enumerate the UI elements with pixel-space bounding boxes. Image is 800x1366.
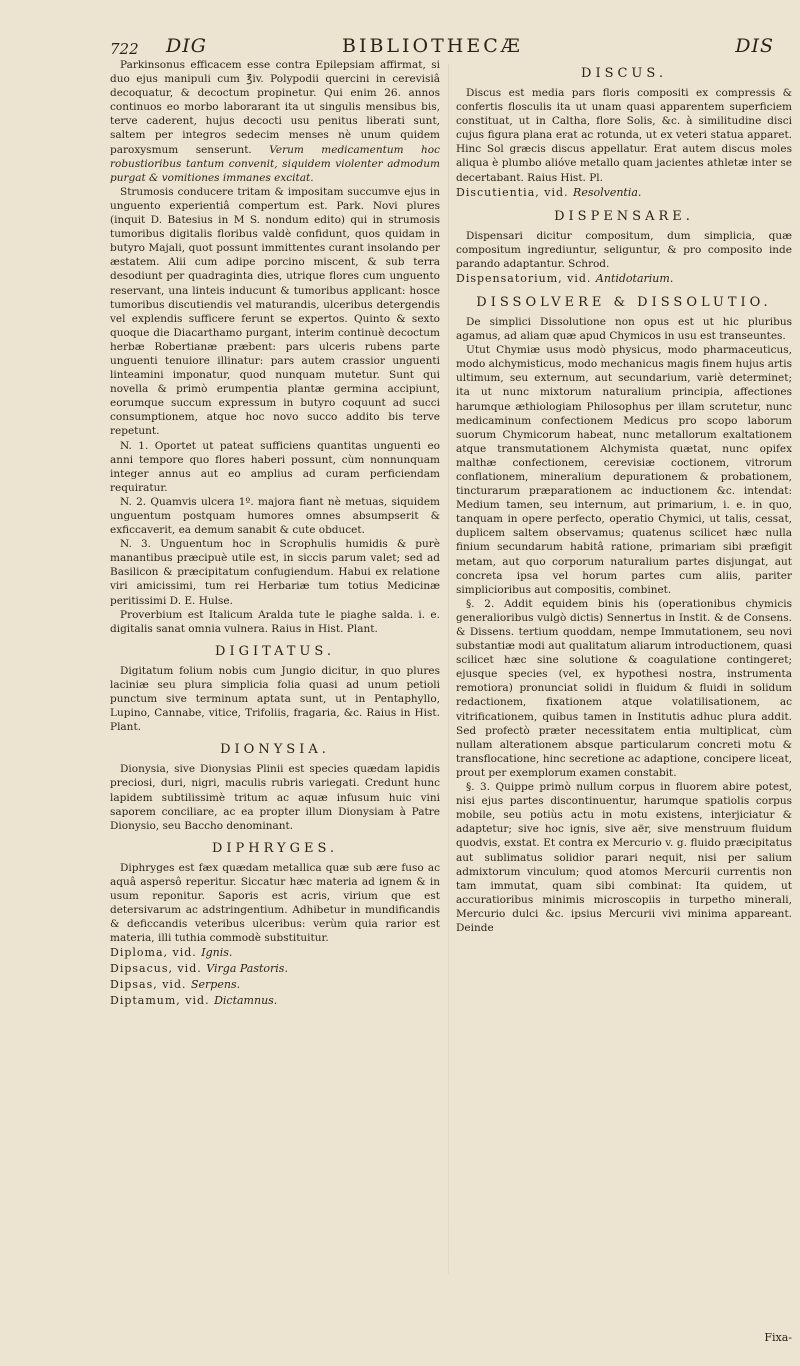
- cross-reference: Dipsacus, vid. Virga Pastoris.: [110, 962, 288, 976]
- paragraph: Discus est media pars floris compositi ex compressis & confertis flosculis ita ut unam quasi apparentem superficiem constituat, ut in Caltha, flore Solis, &c. à similitudine disci cujus figura plana erat ac rotunda, ut ex veteri statua apparet. Hinc Sol græcis discus appellatur. Erat autem discus moles aliqua è plumbo alióve metallo quam jacientes athletæ inter se decertabant. Raius Hist. Pl.: [456, 87, 792, 184]
- paragraph: Dispensari dicitur compositum, dum simplicia, quæ compositum ingrediuntur, seliguntur, & pro composito inde parando adaptantur. Schrod.: [456, 229, 792, 270]
- paragraph: Digitatum folium nobis cum Jungio dicitur, in quo plures laciniæ seu plura simplicia folia quasi ad unum petioli punctum sive terminum aptata sunt, ut in Pentaphyllo, Lupino, Cannabe, vitice, Trifoliis, fragaria, &c. Raius in Hist. Plant.: [110, 664, 440, 734]
- running-title: BIBLIOTHECÆ: [342, 35, 523, 57]
- paragraph: N. 2. Quamvis ulcera 1º. majora fiant nè metuas, siquidem unguentum postquam humores omnes absumpserit & exficcaverit, ea demum sanabit & cute obducet.: [110, 495, 440, 537]
- left-guide-word: DIG: [166, 35, 207, 57]
- catchword: Fixa-: [764, 1331, 792, 1344]
- entry-heading-dissolvere: DISSOLVERE & DISSOLUTIO.: [476, 294, 772, 310]
- cross-reference: Discutientia, vid. Resolventia.: [456, 185, 642, 199]
- entry-heading-diphryges: DIPHRYGES.: [211, 840, 339, 856]
- cross-reference: Dipsas, vid. Serpens.: [110, 978, 241, 992]
- cross-reference: Diploma, vid. Ignis.: [110, 946, 233, 960]
- paragraph: Parkinsonus efficacem esse contra Epilepsiam affirmat, si duo ejus manipuli cum ℥iv. Polypodii quercini in cerevisiâ decoquatur, & decoctum propinetur. Qui enim 26. annos continuos eo morbo laborarant ita ut singulis mensibus bis, terve caderent, hujus decocti usu penitus liberati sunt, saltem per integros sedecim menses nè unum quidem paroxysmum senserunt. Verum medicamentum hoc robustioribus tantum convenit, siquidem violenter admodum purgat & vomitiones immanes excitat.: [110, 59, 440, 184]
- entry-heading-dionysia: DIONYSIA.: [220, 742, 330, 758]
- cross-reference: Diptamum, vid. Dictamnus.: [110, 994, 278, 1008]
- entry-heading-discus: DISCUS.: [581, 66, 667, 81]
- paragraph: §. 2. Addit equidem binis his (operationibus chymicis generalioribus vulgò dictis) Sennertus in Instit. & de Consens. & Dissens. tertium quoddam, nempe Immutationem, seu novi substantiæ modi aut qualitatum aliarum introductionem, quasi scilicet hæc sine solutione & coagulatione contingeret; ejusque species (vel, ex hypothesi nostra, instrumenta remotiora) pronunciat solidi in fluidum & fluidi in solidum redactionem, fixationem atque volatilisationem, ac vitrificationem, quibus tamen in Institutis adhuc plura addit. Sed profectò præter necessitatem entia multiplicat, cùm nullam alterationem absque particularum concreti motu & transflocatione, hinc secretione ac adaptione, concipere liceat, prout per exemplorum examen constabit.: [456, 597, 792, 779]
- entry-heading-dispensare: DISPENSARE.: [554, 208, 694, 224]
- column-divider: [448, 64, 449, 1274]
- paragraph: Utut Chymiæ usus modò physicus, modo pharmaceuticus, modo alchymisticus, modo mechanicus magis finem hujus artis ultimum, seu externum, aut secundarium, variè determinet; ita ut nunc mixtorum naturalium principia, affectiones harumque æthiologiam Philosophus per illam scrutetur, nunc medicaminum confectionem Medicus pro scopo laborum suorum Chymicorum habeat, nunc metallorum exaltationem atque transmutationem Alchymista quætat, nunc opifex malthæ confectionem, cerevisiæ coctionem, vitrorum conflationem, mineralium depurationem & probationem, tincturarum præparationem ac inductionem &c. intendat: Medium tamen, seu internum, aut primarium, i. e. in quo, tanquam in opere perfecto, operatio Chymici, ut talis, cessat, duplicem saltem observamus; quatenus scilicet hæc nulla finium secundarum habitâ ratione, primariam sibi præfigit metam, aut quo corporum naturalium partes disjungat, aut concreta ipsa vel horum partes cum aliis, pariter simplicioribus aut compositis, combinet.: [456, 344, 792, 596]
- left-column: [110, 58, 440, 1288]
- paragraph: N. 3. Unguentum hoc in Scrophulis humidis & purè manantibus præcipuè utile est, in siccis parum valet; sed ad Basilicon & præcipitatum confugiendum. Habui ex relatione viri amicissimi, tum rei Herbariæ tum totius Medicinæ peritissimi D. E. Hulse.: [110, 538, 440, 607]
- entry-heading-digitatus: DIGITATUS.: [215, 643, 335, 659]
- paragraph: Proverbium est Italicum Aralda tute le piaghe salda. i. e. digitalis sanat omnia vulnera. Raius in Hist. Plant.: [110, 608, 440, 635]
- right-guide-word: DIS: [735, 35, 774, 57]
- right-column: [456, 58, 792, 1288]
- paragraph: N. 1. Oportet ut pateat sufficiens quantitas unguenti eo anni tempore quo flores haberi possunt, cùm nonnunquam integer annus aut eo amplius ad curam perficiendam requiratur.: [110, 439, 440, 494]
- cross-reference: Dispensatorium, vid. Antidotarium.: [456, 271, 674, 285]
- paragraph: De simplici Dissolutione non opus est ut hic pluribus agamus, ad aliam quæ apud Chymicos in usu est transeuntes.: [456, 315, 792, 343]
- running-head: [110, 34, 786, 58]
- paragraph: Strumosis conducere tritam & impositam succumve ejus in unguento experientiâ compertum est. Park. Novi plures (inquit D. Batesius in M S. nondum edito) qui in strumosis tumoribus digitalis floribus valdè confidunt, quos quidam in butyro Majali, quot possunt immittentes curant insolando per æstatem. Alii cum adipe porcino miscent, & sub terra desodiunt per quadraginta dies, utrique flores cum unguento reservant, una linteis inducunt & tumoribus applicant: hosce tumoribus discutiendis vel maturandis, ulceribus detergendis vel explendis sufficere ferunt se expertos. Quinto & sexto quoque die Diacarthamo purgant, interim continuè decoctum herbæ Robertianæ præbent: pars ulceris rubens parte unguenti tenuiore illinatur: pars autem crassior unguenti linteamini imponatur, quod nunquam mutetur. Sunt qui novella & primò erumpentia plantæ germina accipiunt, eorumque succum expressum in butyro coquunt ad succi consumptionem, atque hoc novo succo addito bis terve repetunt.: [110, 185, 440, 438]
- paragraph: Dionysia, sive Dionysias Plinii est species quædam lapidis preciosi, duri, nigri, maculis rubris variegati. Credunt hunc lapidem subtilissimè tritum ac aquæ infusum huic vini saporem conciliare, ac ea propter illum Dionysiam à Patre Dionysio, seu Baccho denominant.: [110, 763, 440, 832]
- paragraph: §. 3. Quippe primò nullum corpus in fluorem abire potest, nisi ejus partes discontinuentur, harumque spatiolis corpus mobile, seu potiùs actu in motu existens, interjiciatur & adaptetur; sive hoc ignis, sive aër, sive menstruum fluidum quodvis, exstat. Et contra ex Mercurio v. g. fluido præcipitatus aut sublimatus solidior parari nequit, nisi per salium admixtorum vinculum; quod atomos Mercurii currentis non tam immutat, quam sibi combinat: Ita quidem, ut accuratioribus minimis microscopiis in turpetho minerali, Mercurio dulci &c. ipsius Mercurii vivi minima appareant. Deinde: [456, 781, 792, 934]
- page-number: 722: [110, 40, 139, 58]
- paragraph: Diphryges est fæx quædam metallica quæ sub ære fuso ac aquâ aspersô reperitur. Siccatur hæc materia ad ignem & in usum reponitur. Saporis est acris, virium que est detersivarum ac adstringentium. Adhibetur in mundificandis & deficcandis veteribus ulceribus: verùm quia rarior est materia, illi tuthia commodè substituitur.: [110, 861, 440, 945]
